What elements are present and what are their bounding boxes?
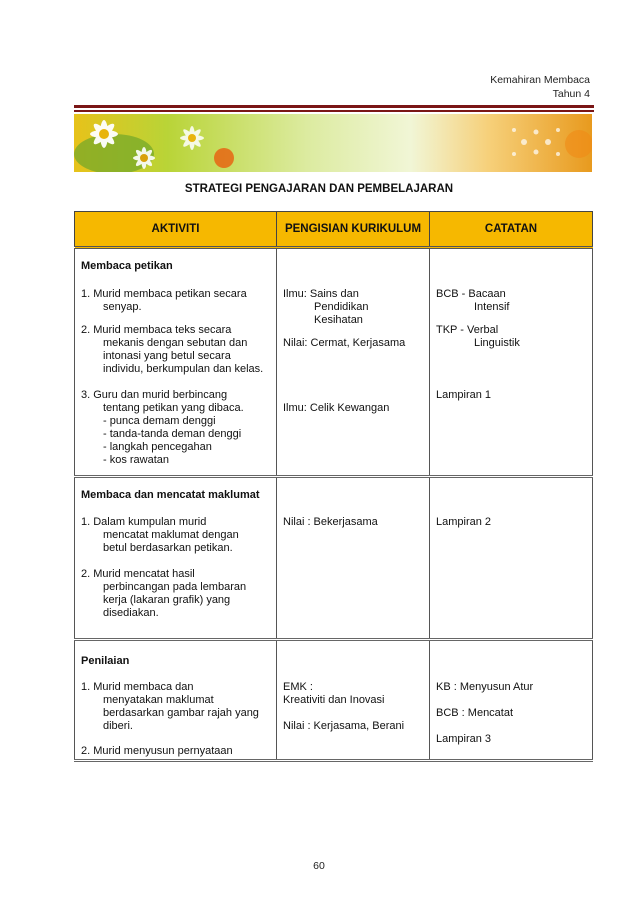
catatan-line: Lampiran 2 [436, 516, 492, 528]
activity-line: 2. Murid membaca teks secara [81, 324, 232, 336]
strategy-table [74, 211, 593, 762]
activity-line: 2. Murid menyusun pernyataan [81, 745, 233, 757]
kurikulum-line: Pendidikan [314, 301, 369, 313]
catatan-line: KB : Menyusun Atur [436, 681, 534, 693]
column-header-aktiviti: AKTIVITI [75, 212, 277, 248]
section-heading: Penilaian [81, 655, 130, 667]
catatan-line: BCB - Bacaan [436, 288, 506, 300]
kurikulum-line: Nilai : Bekerjasama [283, 516, 378, 528]
activity-line: 2. Murid mencatat hasil [81, 568, 195, 580]
activity-line: senyap. [103, 301, 142, 313]
bullet-item: - kos rawatan [103, 454, 170, 466]
column-header-kurikulum: PENGISIAN KURIKULUM [277, 212, 430, 248]
section-heading: Membaca dan mencatat maklumat [81, 489, 260, 501]
header-rule-top [74, 105, 594, 108]
catatan-line: BCB : Mencatat [436, 707, 514, 719]
bullet-item: - langkah pencegahan [103, 441, 212, 453]
table-row [75, 640, 593, 761]
activity-line: diberi. [103, 720, 133, 732]
kurikulum-line: Kreativiti dan Inovasi [283, 694, 385, 706]
catatan-line: Lampiran 1 [436, 389, 492, 401]
section-heading: Membaca petikan [81, 260, 173, 272]
activity-line: mencatat maklumat dengan [103, 529, 239, 541]
header-subject: Kemahiran Membaca [490, 74, 590, 86]
kurikulum-cell [277, 640, 430, 761]
kurikulum-line: Nilai: Cermat, Kerjasama [283, 337, 406, 349]
activity-line: 3. Guru dan murid berbincang [81, 389, 228, 401]
kurikulum-line: EMK : [283, 681, 313, 693]
running-header [490, 73, 590, 101]
activity-line: kerja (lakaran grafik) yang [103, 594, 231, 606]
table-row [75, 248, 593, 477]
activity-line: individu, berkumpulan dan kelas. [103, 363, 264, 375]
activity-line: disediakan. [103, 607, 159, 619]
table-row [75, 477, 593, 640]
kurikulum-line: Kesihatan [314, 314, 363, 326]
activity-line: menyatakan maklumat [103, 694, 214, 706]
catatan-cell [430, 248, 593, 477]
kurikulum-cell [277, 248, 430, 477]
flower-banner-graphic [74, 114, 592, 172]
bullet-item: - tanda-tanda deman denggi [103, 428, 242, 440]
catatan-line: Linguistik [474, 337, 520, 349]
activity-line: 1. Dalam kumpulan murid [81, 516, 207, 528]
header-rule-bottom [74, 110, 594, 112]
kurikulum-line: Nilai : Kerjasama, Berani [283, 720, 405, 732]
activity-cell [75, 477, 277, 640]
activity-line: intonasi yang betul secara [103, 350, 231, 362]
page-number: 60 [313, 860, 325, 872]
column-header-catatan: CATATAN [430, 212, 593, 248]
decorative-banner [74, 114, 592, 172]
catatan-cell [430, 477, 593, 640]
activity-line: berdasarkan gambar rajah yang [103, 707, 259, 719]
header-year: Tahun 4 [552, 88, 590, 100]
kurikulum-line: Ilmu: Celik Kewangan [283, 402, 390, 414]
bullet-item: - punca demam denggi [103, 415, 216, 427]
activity-line: mekanis dengan sebutan dan [103, 337, 248, 349]
activity-cell [75, 640, 277, 761]
catatan-line: Lampiran 3 [436, 733, 492, 745]
activity-line: perbincangan pada lembaran [103, 581, 247, 593]
activity-line: tentang petikan yang dibaca. [103, 402, 244, 414]
catatan-line: TKP - Verbal [436, 324, 499, 336]
activity-line: betul berdasarkan petikan. [103, 542, 233, 554]
activity-line: 1. Murid membaca dan [81, 681, 194, 693]
kurikulum-cell [277, 477, 430, 640]
document-title: STRATEGI PENGAJARAN DAN PEMBELAJARAN [184, 183, 454, 195]
catatan-cell [430, 640, 593, 761]
activity-cell [75, 248, 277, 477]
kurikulum-line: Ilmu: Sains dan [283, 288, 359, 300]
catatan-line: Intensif [474, 301, 510, 313]
table-header-row [75, 212, 593, 248]
activity-line: 1. Murid membaca petikan secara [81, 288, 247, 300]
